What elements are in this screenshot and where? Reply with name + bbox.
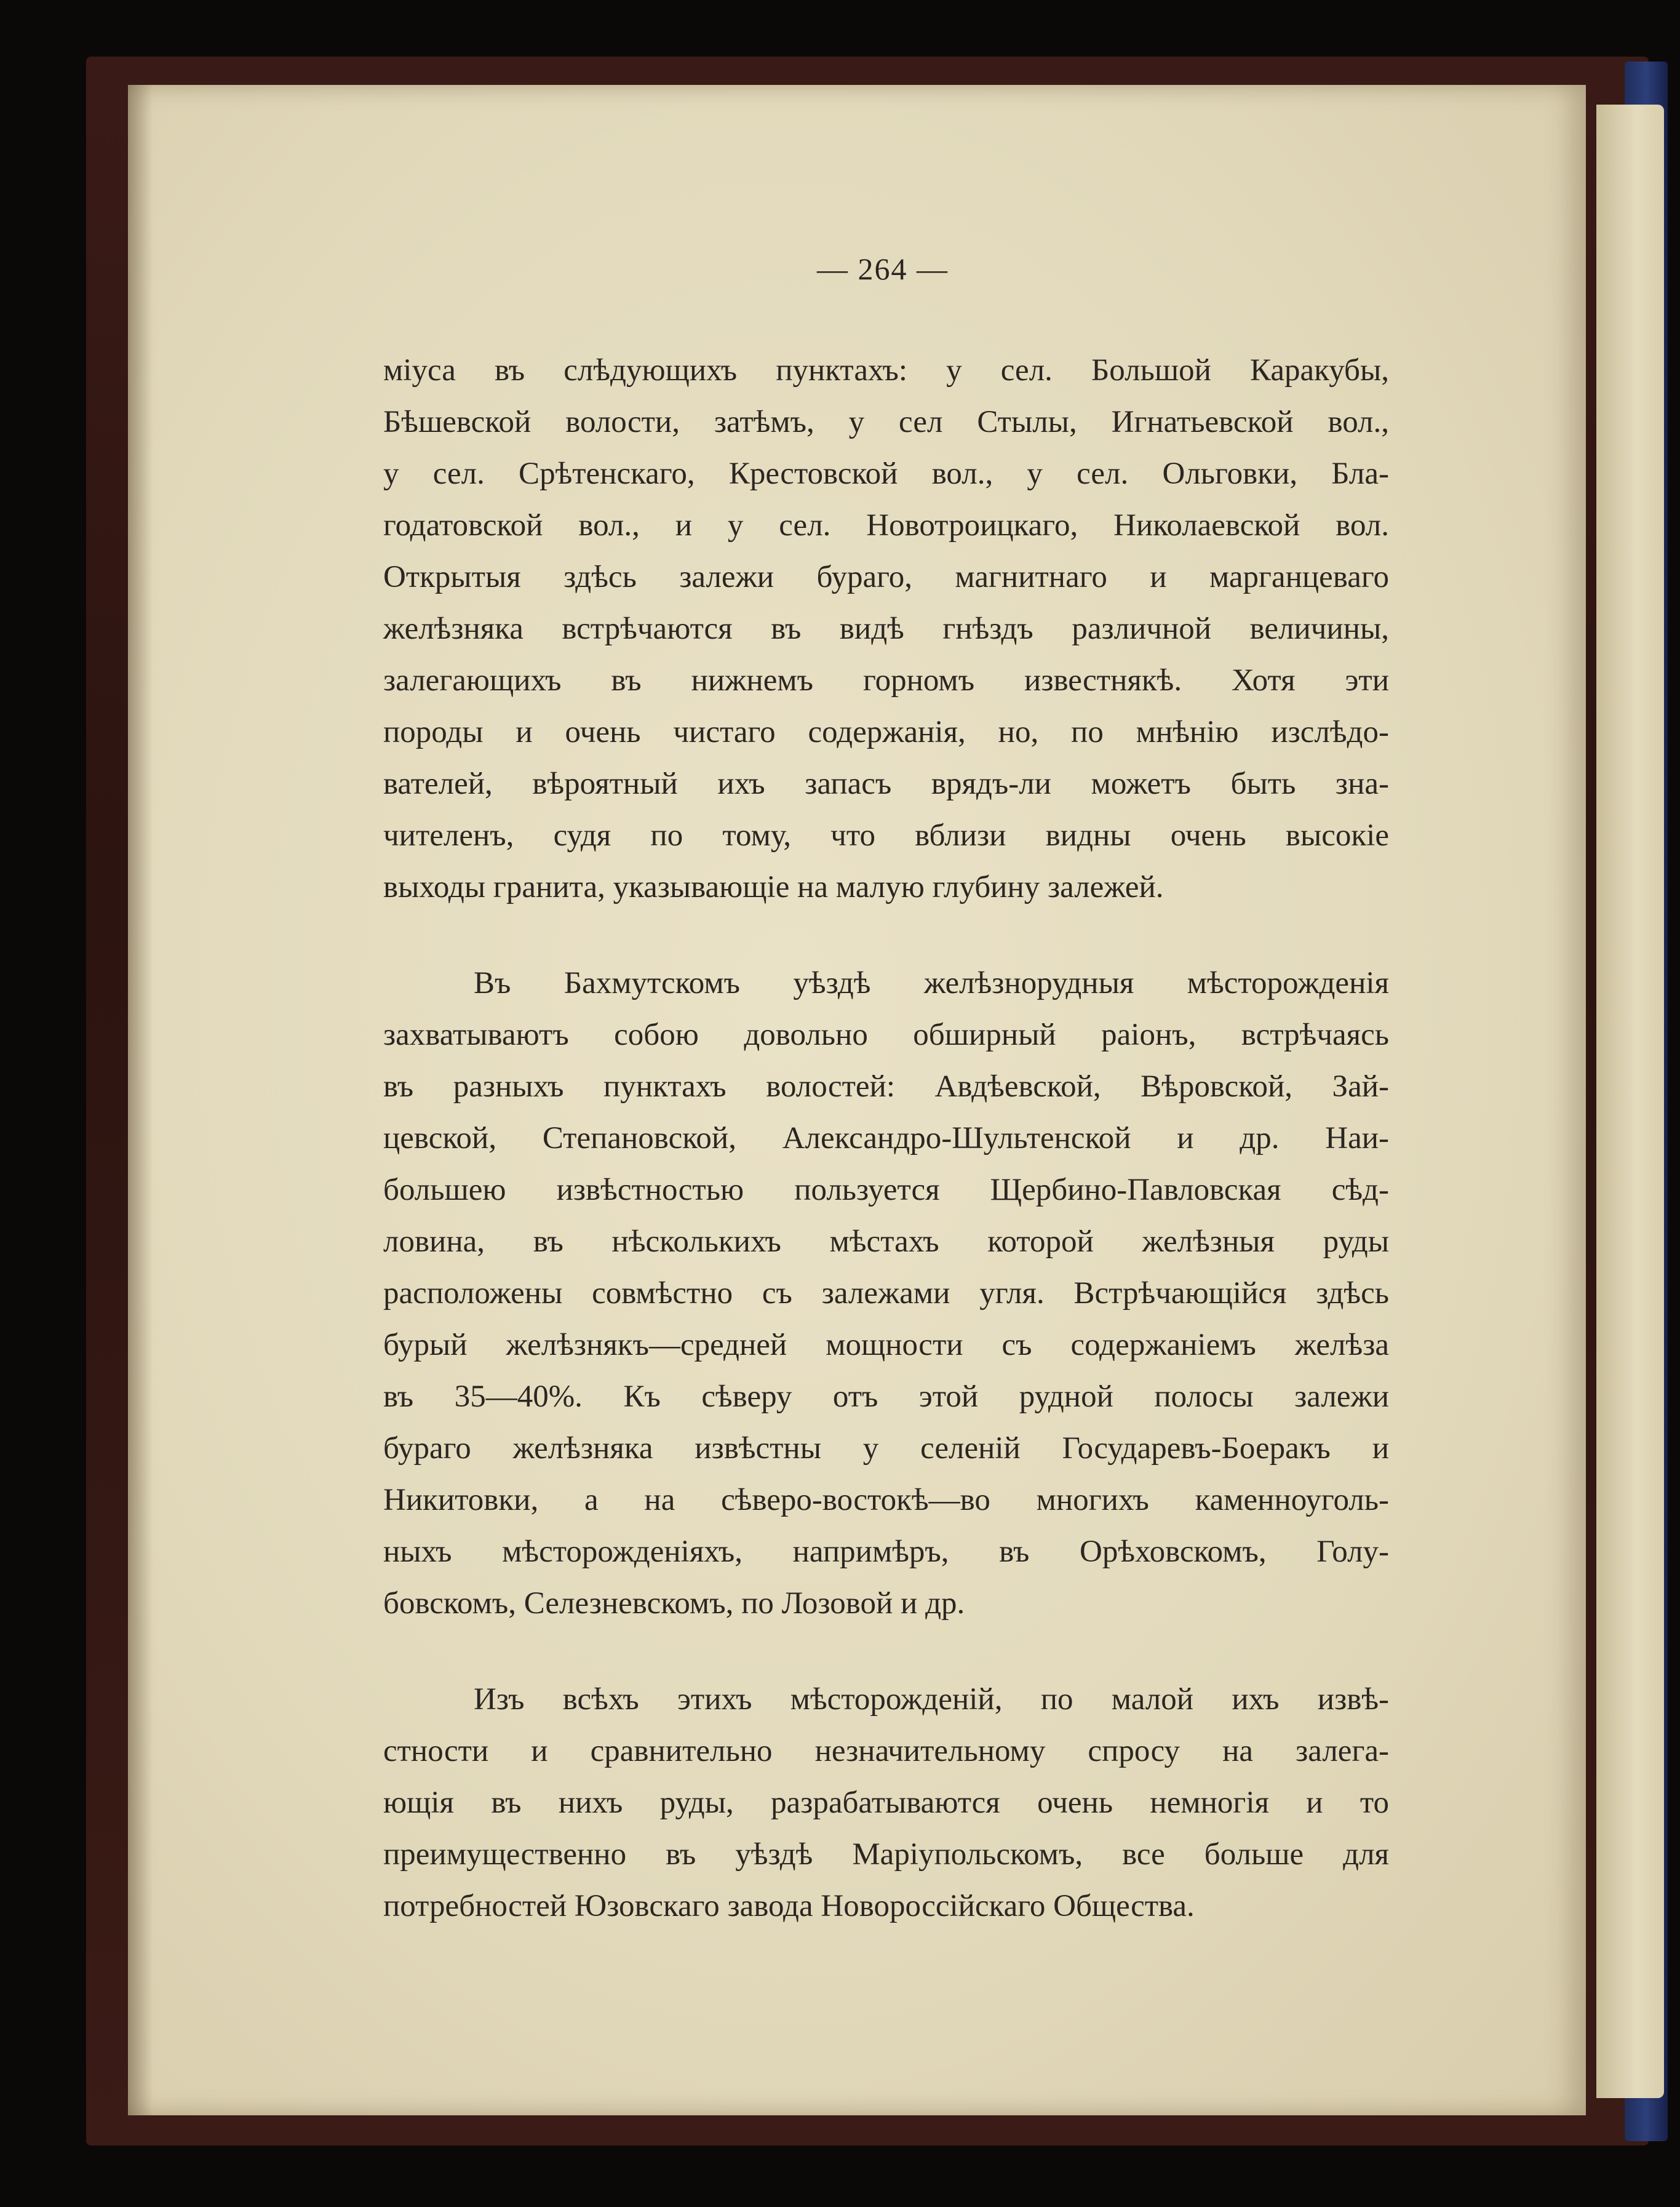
text-line: въ разныхъ пунктахъ волостей: Авдѣевской, Вѣровской, Зай-: [383, 1069, 1389, 1104]
text-line: годатовской вол., и у сел. Новотроицкаго, Николаевской вол.: [383, 508, 1389, 543]
text-line: цевской, Степановской, Александро-Шультенской и др. Наи-: [383, 1121, 1389, 1155]
gutter-shadow: [128, 85, 153, 2115]
text-line: ловина, въ нѣсколькихъ мѣстахъ которой желѣзныя руды: [383, 1224, 1389, 1259]
text-line: породы и очень чистаго содержанія, но, по мнѣнію изслѣдо-: [383, 715, 1389, 749]
text-line: чителенъ, судя по тому, что вблизи видны очень высокіе: [383, 818, 1389, 853]
text-line: желѣзняка встрѣчаются въ видѣ гнѣздъ различной величины,: [383, 612, 1389, 646]
paragraph-1: [383, 345, 1389, 913]
text-line: залегающихъ въ нижнемъ горномъ известнякѣ. Хотя эти: [383, 663, 1389, 698]
text-line: выходы гранита, указывающіе на малую глубину залежей.: [383, 870, 1164, 904]
text-line: бураго желѣзняка извѣстны у селеній Государевъ-Боеракъ и: [383, 1431, 1389, 1466]
text-line: Изъ всѣхъ этихъ мѣсторожденій, по малой ихъ извѣ-: [474, 1682, 1389, 1717]
text-line: бурый желѣзнякъ—средней мощности съ содержаніемъ желѣза: [383, 1328, 1389, 1362]
text-line: захватываютъ собою довольно обширный раіонъ, встрѣчаясь: [383, 1018, 1389, 1052]
text-line: міуса въ слѣдующихъ пунктахъ: у сел. Большой Каракубы,: [383, 353, 1389, 388]
page-number: — 264 —: [817, 252, 949, 286]
text-line: ныхъ мѣсторожденіяхъ, напримѣръ, въ Орѣховскомъ, Голу-: [383, 1535, 1389, 1569]
text-line: потребностей Юзовскаго завода Новороссійскаго Общества.: [383, 1889, 1195, 1923]
paragraph-2: [383, 957, 1389, 1629]
text-line: у сел. Срѣтенскаго, Крестовской вол., у сел. Ольговки, Бла-: [383, 457, 1389, 491]
text-line: ющія въ нихъ руды, разрабатываются очень немногія и то: [383, 1786, 1389, 1820]
text-line: большею извѣстностью пользуется Щербино-Павловская сѣд-: [383, 1173, 1389, 1207]
text-line: Въ Бахмутскомъ уѣздѣ желѣзнорудныя мѣсторожденія: [474, 966, 1389, 1000]
text-line: Бѣшевской волости, затѣмъ, у сел Стылы, Игнатьевской вол.,: [383, 405, 1389, 439]
text-line: Никитовки, а на сѣверо-востокѣ—во многихъ каменноуголь-: [383, 1483, 1389, 1517]
text-line: Открытыя здѣсь залежи бураго, магнитнаго и марганцеваго: [383, 560, 1389, 594]
text-line: стности и сравнительно незначительному спросу на залега-: [383, 1734, 1389, 1768]
text-line: бовскомъ, Селезневскомъ, по Лозовой и др.: [383, 1586, 965, 1621]
text-line: преимущественно въ уѣздѣ Маріупольскомъ, все больше для: [383, 1837, 1389, 1872]
text-line: расположены совмѣстно съ залежами угля. Встрѣчающійся здѣсь: [383, 1276, 1389, 1311]
text-line: въ 35—40%. Къ сѣверу отъ этой рудной полосы залежи: [383, 1379, 1389, 1414]
paragraph-3: [383, 1674, 1389, 1932]
text-line: вателей, вѣроятный ихъ запасъ врядъ-ли можетъ быть зна-: [383, 767, 1389, 801]
page-text: [383, 345, 1389, 1932]
next-page-edge: [1596, 105, 1664, 2098]
